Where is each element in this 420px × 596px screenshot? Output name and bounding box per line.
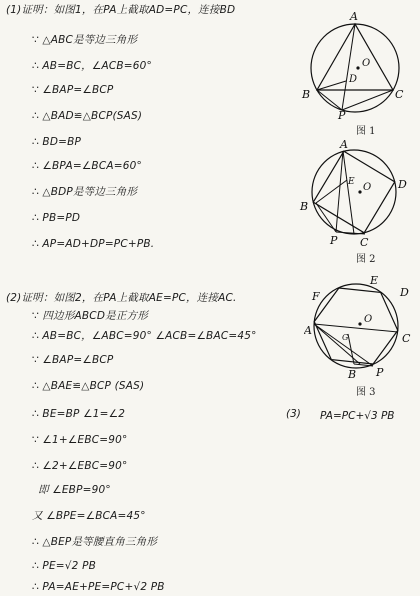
proof-2-line: ∴ PA=AE+PE=PC+√2 PB (32, 581, 165, 593)
fig3-label-F: F (312, 290, 320, 303)
fig3-label-E: E (370, 274, 379, 287)
proof-1-line: ∴ AB=BC，∠ACB=60° (32, 60, 152, 72)
proof-1-line: ∴ BD=BP (32, 136, 82, 148)
proof-2-line: ∴ △BEP是等腰直角三角形 (32, 536, 158, 548)
proof-1-line: ∴ △BDP是等边三角形 (32, 186, 138, 198)
proof-2-line: ∴ ∠2+∠EBC=90° (32, 460, 128, 472)
fig1-label-P: P (338, 109, 346, 120)
fig2-label-O: O (363, 182, 372, 193)
fig2-label-B: B (300, 200, 309, 213)
fig1-label-D: D (349, 74, 358, 85)
proof-1-line: ∴ PB=PD (32, 212, 81, 224)
fig1-label-B: B (302, 88, 311, 101)
proof-2-line: ∴ △BAE≌△BCP (SAS) (32, 380, 145, 392)
fig2-label-C: C (360, 236, 369, 249)
proof-2-line: ∵ 四边形ABCD是正方形 (32, 310, 148, 322)
proof-2-line: (2)证明：如图2，在PA上截取AE=PC，连接AC. (6, 292, 237, 304)
fig2-label-D: D (398, 178, 407, 191)
fig3-label-G: G (342, 333, 349, 342)
proof-2-line: ∴ PE=√2 PB (32, 560, 97, 572)
figure-2 (296, 140, 412, 250)
fig3-label-P: P (376, 366, 384, 379)
proof-1-line: ∴ ∠BPA=∠BCA=60° (32, 160, 142, 172)
fig1-label-O: O (362, 58, 371, 69)
proof-1-line: ∴ AP=AD+DP=PC+PB. (32, 238, 155, 250)
fig3-label-D: D (400, 286, 409, 299)
figure-1 (300, 8, 410, 120)
proof-2-line: 即 ∠EBP=90° (38, 484, 111, 496)
fig2-label-P: P (330, 234, 338, 247)
fig1-label-A: A (350, 10, 358, 23)
fig3-label-O: O (364, 314, 373, 325)
proof-1-line: ∵ △ABC是等边三角形 (32, 34, 138, 46)
proof-1-line: ∴ △BAD≌△BCP(SAS) (32, 110, 143, 122)
answer-3-text: PA=PC+√3 PB (320, 410, 395, 422)
figure-1-caption: 图 1 (356, 126, 376, 137)
proof-2-line: ∴ AB=BC，∠ABC=90° ∠ACB=∠BAC=45° (32, 330, 257, 342)
fig2-label-E: E (348, 177, 355, 187)
proof-2-line: 又 ∠BPE=∠BCA=45° (32, 510, 146, 522)
proof-2-line: ∵ ∠BAP=∠BCP (32, 354, 114, 366)
answer-3-label: (3) (286, 408, 301, 420)
figure-3-caption: 图 3 (356, 387, 376, 398)
fig2-label-A: A (340, 140, 348, 151)
fig1-label-C: C (395, 88, 404, 101)
fig3-label-C: C (402, 332, 411, 345)
fig3-label-A: A (304, 324, 312, 337)
proof-1-line: (1)证明：如图1，在PA上截取AD=PC，连接BD (6, 4, 236, 16)
proof-1-line: ∵ ∠BAP=∠BCP (32, 84, 114, 96)
proof-2-line: ∴ BE=BP ∠1=∠2 (32, 408, 126, 420)
proof-2-line: ∵ ∠1+∠EBC=90° (32, 434, 128, 446)
figure-3 (304, 266, 416, 382)
fig3-label-B: B (348, 368, 357, 381)
figure-2-caption: 图 2 (356, 254, 376, 265)
